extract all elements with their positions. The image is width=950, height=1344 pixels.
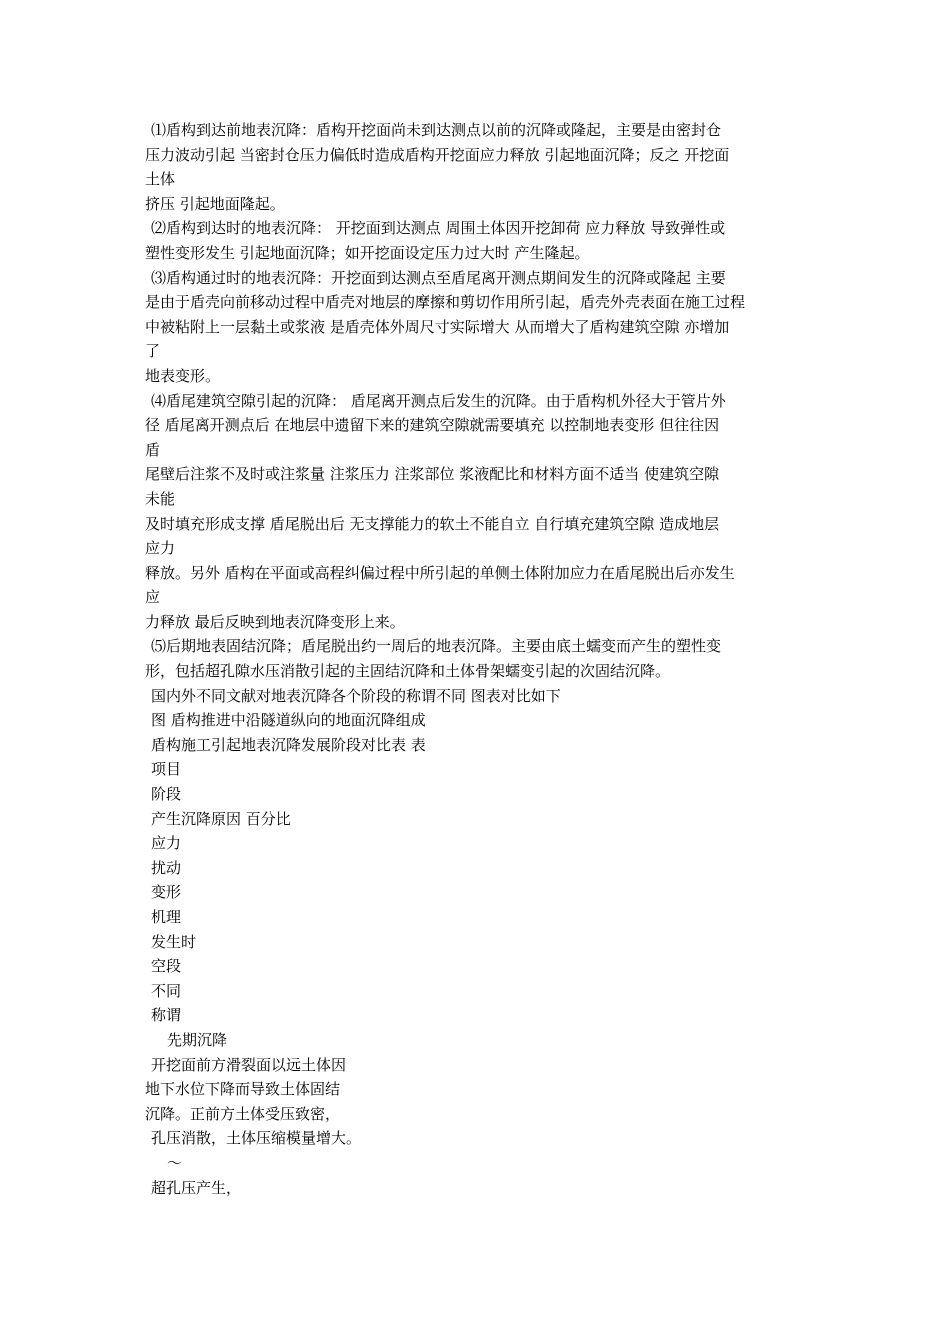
- text-line: 空段: [151, 957, 182, 976]
- text-line: 形，包括超孔隙水压消散引起的主固结沉降和土体骨架蠕变引起的次固结沉降。: [145, 662, 671, 681]
- text-line: ⑶盾构通过时的地表沉降：开挖面到达测点至盾尾离开测点期间发生的沉降或隆起 主要: [151, 268, 726, 287]
- text-line: 产生沉降原因 百分比: [151, 809, 291, 828]
- text-line: 孔压消散，土体压缩模量增大。: [151, 1129, 362, 1148]
- text-line: 及时填充形成支撑 盾尾脱出后 无支撑能力的软土不能自立 自行填充建筑空隙 造成地层: [145, 514, 720, 533]
- text-line: 沉降。正前方土体受压致密，: [145, 1104, 341, 1123]
- text-line: 中被粘附上一层黏土或浆液 是盾壳体外周尺寸实际增大 从而增大了盾构建筑空隙 亦增加: [145, 317, 730, 336]
- text-line: 发生时: [151, 932, 197, 951]
- text-line: 是由于盾壳向前移动过程中盾壳对地层的摩擦和剪切作用所引起，盾壳外壳表面在施工过程: [145, 293, 746, 312]
- text-line: 机理: [151, 908, 182, 926]
- text-line: 阶段: [151, 785, 182, 804]
- text-line: 挤压 引起地面隆起。: [145, 194, 285, 213]
- document-page: [145, 118, 815, 1200]
- text-line: 应: [145, 588, 161, 607]
- text-line: 地表变形。: [145, 366, 221, 385]
- text-line: 变形: [151, 883, 182, 902]
- text-line: 土体: [145, 170, 176, 189]
- text-line: 释放。另外 盾构在平面或高程纠偏过程中所引起的单侧土体附加应力在盾尾脱出后亦发生: [145, 563, 735, 582]
- text-line: 未能: [145, 489, 176, 508]
- text-line: 应力: [151, 834, 182, 853]
- text-line: 国内外不同文献对地表沉降各个阶段的称谓不同 图表对比如下: [151, 686, 561, 705]
- text-line: 扰动: [151, 858, 182, 877]
- text-line: 盾: [145, 440, 161, 459]
- text-line: 塑性变形发生 引起地面沉降；如开挖面设定压力过大时 产生隆起。: [145, 243, 590, 262]
- text-line: ⑷盾尾建筑空隙引起的沉降： 盾尾离开测点后发生的沉降。由于盾构机外径大于管片外: [151, 391, 726, 410]
- text-line: 图 盾构推进中沿隧道纵向的地面沉降组成: [151, 711, 426, 730]
- text-line: 压力波动引起 当密封仓压力偏低时造成盾构开挖面应力释放 引起地面沉降；反之 开挖面: [145, 145, 730, 164]
- text-line: 了: [145, 342, 161, 361]
- text-line: 力释放 最后反映到地表沉降变形上来。: [145, 612, 405, 631]
- text-line: 不同: [151, 981, 182, 1000]
- text-line: ～: [167, 1153, 183, 1172]
- text-line: 称谓: [151, 1006, 182, 1025]
- text-line: ⑴盾构到达前地表沉降：盾构开挖面尚未到达测点以前的沉降或隆起，主要是由密封仓: [151, 121, 722, 139]
- text-line: 先期沉降: [167, 1030, 228, 1049]
- text-line: 超孔压产生，: [151, 1178, 242, 1197]
- text-line: 尾壁后注浆不及时或注浆量 注浆压力 注浆部位 浆液配比和材料方面不适当 使建筑空隙: [145, 465, 720, 484]
- text-line: ⑸后期地表固结沉降；盾尾脱出约一周后的地表沉降。主要由底土蠕变而产生的塑性变: [151, 637, 722, 656]
- text-line: 项目: [151, 760, 182, 779]
- text-line: 径 盾尾离开测点后 在地层中遗留下来的建筑空隙就需要填充 以控制地表变形 但往往因: [145, 416, 720, 435]
- text-line: ⑵盾构到达时的地表沉降： 开挖面到达测点 周围土体因开挖卸荷 应力释放 导致弹性或: [151, 219, 726, 238]
- text-line: 地下水位下降而导致土体固结: [145, 1080, 341, 1099]
- text-line: 盾构施工引起地表沉降发展阶段对比表 表: [151, 735, 426, 754]
- text-line: 应力: [145, 539, 176, 558]
- text-line: 开挖面前方滑裂面以远土体因: [151, 1055, 347, 1074]
